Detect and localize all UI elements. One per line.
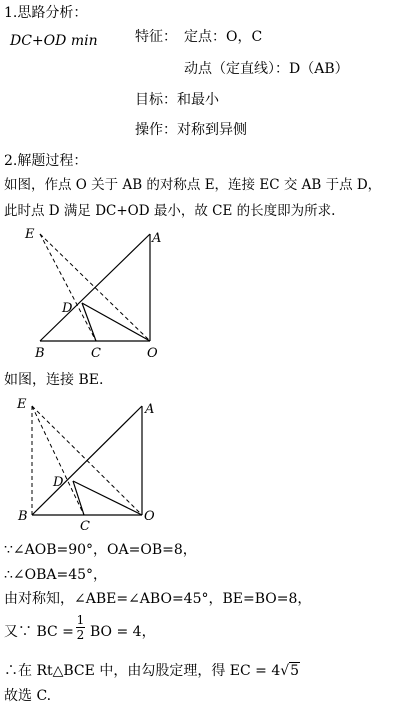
- target-expression: DC+OD min: [10, 33, 98, 49]
- goal: 目标：和最小: [135, 92, 219, 108]
- step-4-prefix: 又∵ BC =: [4, 624, 74, 640]
- fig2-label-B: B: [18, 509, 28, 524]
- fig2-segment-DO: [73, 481, 142, 515]
- conclusion: 故选 C.: [4, 688, 52, 704]
- fig2-dashed-EC: [32, 406, 84, 515]
- fig1-label-E: E: [25, 227, 35, 242]
- fig2-label-E: E: [17, 397, 27, 412]
- feature-label: 特征：: [135, 29, 177, 45]
- fig1-label-D: D: [62, 301, 73, 316]
- step-2: ∴∠OBA=45°，: [4, 567, 108, 583]
- fig1-segment-DO: [82, 303, 150, 341]
- fig1-label-C: C: [91, 346, 101, 361]
- operation: 操作：对称到异侧: [135, 122, 247, 138]
- fig2-label-A: A: [145, 402, 155, 417]
- fig2-label-O: O: [144, 509, 155, 524]
- solution-line-1: 如图，作点 O 关于 AB 的对称点 E，连接 EC 交 AB 于点 D，: [4, 177, 382, 193]
- solution-line-2: 此时点 D 满足 DC+OD 最小，故 CE 的长度即为所求.: [4, 203, 336, 219]
- fig1-label-O: O: [147, 346, 158, 361]
- step-5: [4, 662, 300, 680]
- section1-heading: 1.思路分析：: [4, 5, 88, 21]
- fig1-dashed-EC: [40, 234, 96, 341]
- fig1-segment-DC: [82, 303, 96, 341]
- fixed-points: 定点：O，C: [184, 29, 263, 45]
- step-4-suffix: BO = 4，: [90, 624, 156, 640]
- section2-heading: 2.解题过程：: [4, 153, 88, 169]
- sqrt-sign: √: [280, 663, 290, 679]
- fraction-one-half: [76, 614, 85, 641]
- moving-point: 动点（定直线）：D（AB）: [184, 61, 349, 77]
- fig2-label-C: C: [80, 519, 90, 534]
- step-1: ∵∠AOB=90°，OA=OB=8，: [4, 542, 197, 558]
- fig1-label-A: A: [152, 231, 162, 246]
- connect-BE: 如图，连接 BE.: [4, 372, 104, 388]
- step-3: 由对称知，∠ABE=∠ABO=45°，BE=BO=8，: [4, 591, 312, 607]
- step-5-text: ∴在 Rt△BCE 中，由勾股定理，得 EC = 4: [4, 663, 281, 679]
- fraction-numerator: 1: [76, 613, 85, 627]
- fig1-label-B: B: [35, 346, 45, 361]
- fig2-label-D: D: [53, 475, 64, 490]
- figure-2: [16, 397, 155, 534]
- fraction-denominator: 2: [76, 628, 85, 642]
- sqrt-radicand: 5: [290, 663, 300, 679]
